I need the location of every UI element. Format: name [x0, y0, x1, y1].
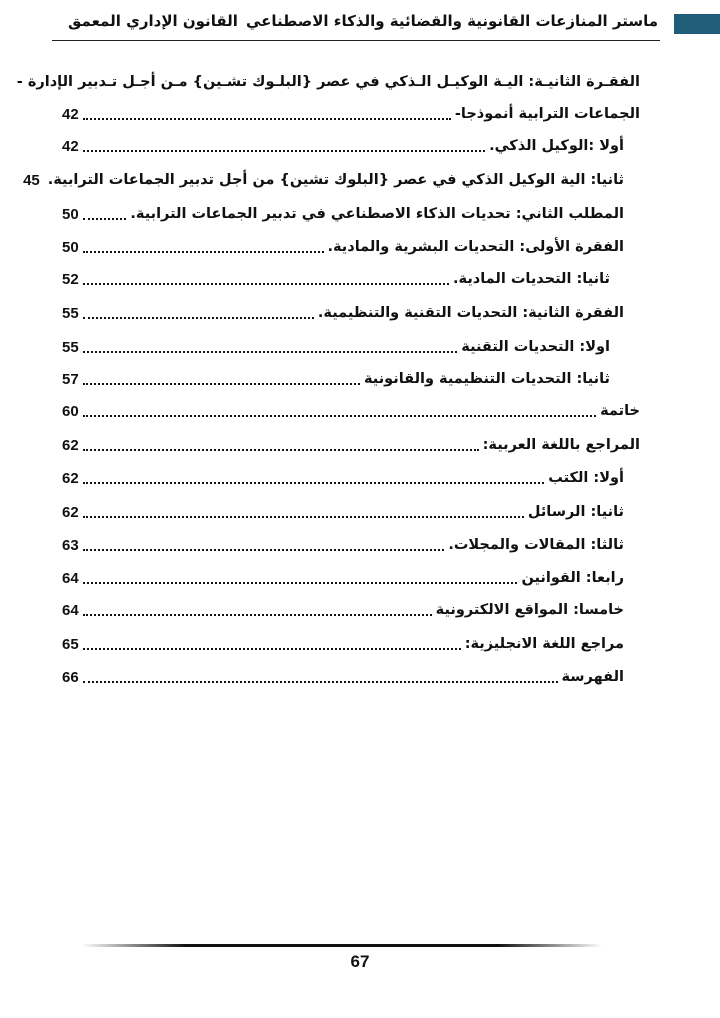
toc-leader-dots	[83, 218, 127, 220]
toc-leader-dots	[83, 449, 479, 451]
toc-entry-label: اولا: التحديات التقنية	[461, 339, 610, 355]
toc-entry-page: 50	[62, 205, 79, 223]
toc-entry-label: خامسا: المواقع الالكترونية	[435, 602, 624, 618]
toc-entry[interactable]	[62, 133, 624, 159]
page-number: 67	[350, 952, 370, 971]
toc-leader-dots	[83, 317, 314, 319]
toc-entry-page: 42	[62, 105, 79, 123]
toc-entry-label: ثانيا: الية الوكيل الذكي في عصر {البلوك تشين} من أجل تدبير الجماعات الترابية.	[47, 172, 624, 188]
toc-entry-label: الفهرسة	[561, 669, 624, 685]
toc-leader-dots	[83, 582, 518, 584]
toc-entry-label: رابعا: القوانين	[521, 570, 624, 586]
toc-entry-label: أولا: الكتب	[548, 470, 624, 486]
toc-entry-page: 62	[62, 503, 79, 521]
toc-entry[interactable]	[62, 532, 624, 558]
toc-entry-page: 64	[62, 601, 79, 619]
toc-entry-label: ثانيا: الرسائل	[527, 504, 624, 520]
toc-entry-page: 55	[62, 338, 79, 356]
toc-entry-label: الفقرة الأولى: التحديات البشرية والمادية.	[327, 239, 624, 255]
toc-entry[interactable]	[62, 664, 624, 690]
toc-entry-page: 60	[62, 402, 79, 420]
page-header	[0, 0, 720, 46]
toc-entry-page: 62	[62, 436, 79, 454]
toc-entry-page: 57	[62, 370, 79, 388]
toc-entry-label: خاتمة	[600, 403, 640, 419]
toc-entry-label: الجماعات الترابية أنموذجا-	[454, 106, 640, 122]
toc-entry[interactable]	[62, 465, 624, 491]
toc-entry[interactable]	[62, 398, 640, 424]
toc-entry-label: ثالثا: المقالات والمجلات.	[448, 537, 624, 553]
toc-entry-label: ثانيا: التحديات المادية.	[453, 271, 610, 287]
toc-entry[interactable]	[62, 631, 624, 657]
toc-leader-dots	[83, 516, 524, 518]
toc-entry[interactable]	[62, 234, 624, 260]
toc-entry-label: أولا :الوكيل الذكي.	[489, 138, 624, 154]
toc-entry-label: ثانيا: التحديات التنظيمية والقانونية	[364, 371, 610, 387]
toc-leader-dots	[83, 415, 596, 417]
toc-leader-dots	[83, 681, 558, 683]
toc-leader-dots	[83, 383, 360, 385]
header-title-course: القانون الإداري المعمق	[68, 12, 238, 30]
toc-entry-page: 52	[62, 270, 79, 288]
toc-entry-page: 45	[23, 171, 40, 189]
toc-leader-dots	[83, 614, 432, 616]
toc-entry-page: 50	[62, 238, 79, 256]
toc-entry[interactable]	[62, 565, 624, 591]
toc-entry[interactable]	[62, 366, 610, 392]
toc-entry[interactable]	[62, 101, 640, 127]
toc-leader-dots	[83, 283, 449, 285]
toc-entry-label: المطلب الثاني: تحديات الذكاء الاصطناعي في تدبير الجماعات الترابية.	[130, 206, 624, 222]
header-accent-bar	[674, 14, 720, 34]
toc-entry-page: 66	[62, 668, 79, 686]
toc-entry[interactable]	[62, 334, 610, 360]
footer-divider	[82, 944, 602, 947]
toc-entry[interactable]	[62, 300, 624, 326]
toc-entry[interactable]	[62, 432, 640, 458]
toc-leader-dots	[83, 648, 461, 650]
toc-leader-dots	[83, 351, 458, 353]
toc-entry-page: 65	[62, 635, 79, 653]
toc-leader-dots	[83, 549, 445, 551]
toc-entry-label: مراجع اللغة الانجليزية:	[464, 636, 624, 652]
toc-leader-dots	[83, 251, 324, 253]
header-divider	[52, 40, 660, 41]
toc-leader-dots	[83, 150, 485, 152]
toc-leader-dots	[83, 118, 451, 120]
toc-entry-page: 62	[62, 469, 79, 487]
toc-entry-page: 55	[62, 304, 79, 322]
toc-entry[interactable]	[62, 266, 610, 292]
toc-entry[interactable]	[62, 201, 624, 227]
toc-leader-dots	[83, 482, 545, 484]
toc-entry[interactable]	[62, 597, 624, 623]
toc-entry[interactable]	[23, 167, 624, 193]
toc-entry-page: 42	[62, 137, 79, 155]
toc-entry-label: المراجع باللغة العربية:	[482, 437, 640, 453]
toc-entry-page: 64	[62, 569, 79, 587]
toc-entry-page: 63	[62, 536, 79, 554]
toc-entry[interactable]	[62, 499, 624, 525]
toc-entry-heading-line1: الفقـرة الثانيـة: اليـة الوكيـل الـذكي في عصر {البلـوك تشـين} مـن أجـل تـدبير الإدارة -	[16, 74, 640, 90]
header-title-master: ماستر المنازعات القانونية والقضائية والذكاء الاصطناعي	[245, 12, 658, 30]
toc-entry-label: الفقرة الثانية: التحديات التقنية والتنظيمية.	[317, 305, 624, 321]
